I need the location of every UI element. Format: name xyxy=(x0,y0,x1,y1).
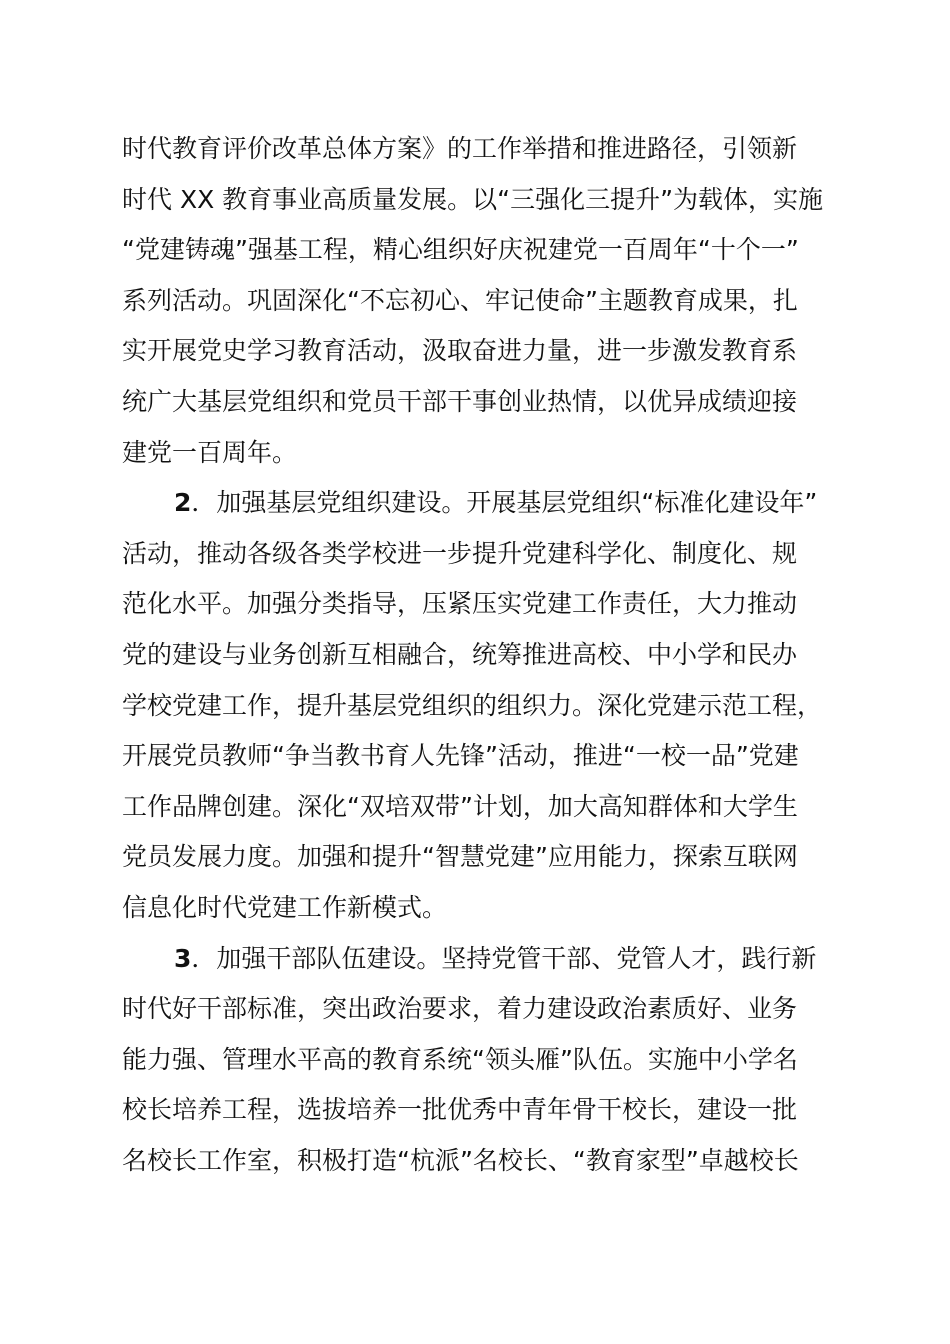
paragraph-2-line-5: 学校党建工作，提升基层党组织的组织力。深化党建示范工程， xyxy=(122,690,823,720)
paragraph-1-line-1: 时代教育评价改革总体方案》的工作举措和推进路径，引领新 xyxy=(122,134,798,163)
paragraph-1-line-5: 实开展党史学习教育活动，汲取奋进力量，进一步激发教育系 xyxy=(122,336,798,366)
paragraph-1-line-7: 建党一百周年。 xyxy=(122,437,298,467)
paragraph-3-line-2: 时代好干部标准，突出政治要求，着力建设政治素质好、业务 xyxy=(122,994,798,1024)
paragraph-3-line-4: 校长培养工程，选拔培养一批优秀中青年骨干校长，建设一批 xyxy=(122,1095,798,1125)
paragraph-3-heading: ．加强干部队伍建设。坚持党管干部、党管人才，践行新 xyxy=(191,943,817,973)
paragraph-1-line-2: 时代 XX 教育事业高质量发展。以“三强化三提升”为载体，实施 xyxy=(122,184,824,214)
document-body xyxy=(122,124,842,1186)
paragraph-2-line-7: 工作品牌创建。深化“双培双带”计划，加大高知群体和大学生 xyxy=(122,791,798,821)
paragraph-2-line-6: 开展党员教师“争当教书育人先锋”活动，推进“一校一品”党建 xyxy=(122,741,799,771)
paragraph-2-line-9: 信息化时代党建工作新模式。 xyxy=(122,892,448,922)
paragraph-2-heading: ．加强基层党组织建设。开展基层党组织“标准化建设年” xyxy=(191,488,818,518)
paragraph-3-line-5: 名校长工作室，积极打造“杭派”名校长、“教育家型”卓越校长 xyxy=(122,1145,799,1175)
paragraph-1-line-6: 统广大基层党组织和党员干部干事创业热情，以优异成绩迎接 xyxy=(122,386,798,416)
paragraph-2-line-3: 范化水平。加强分类指导，压紧压实党建工作责任，大力推动 xyxy=(122,589,798,619)
paragraph-2-first-line xyxy=(122,478,842,529)
paragraph-1-line-3: “党建铸魂”强基工程，精心组织好庆祝建党一百周年“十个一” xyxy=(122,235,799,265)
paragraph-3-line-3: 能力强、管理水平高的教育系统“领头雁”队伍。实施中小学名 xyxy=(122,1044,798,1074)
paragraph-2-number: 2 xyxy=(174,488,192,518)
paragraph-2-line-2: 活动，推动各级各类学校进一步提升党建科学化、制度化、规 xyxy=(122,538,798,568)
paragraph-1-line-4: 系列活动。巩固深化“不忘初心、牢记使命”主题教育成果，扎 xyxy=(122,285,798,315)
paragraph-2-line-8: 党员发展力度。加强和提升“智慧党建”应用能力，探索互联网 xyxy=(122,842,798,872)
paragraph-3-first-line xyxy=(122,934,842,985)
paragraph-2-line-4: 党的建设与业务创新互相融合，统筹推进高校、中小学和民办 xyxy=(122,639,798,669)
paragraph-3-number: 3 xyxy=(174,943,192,973)
